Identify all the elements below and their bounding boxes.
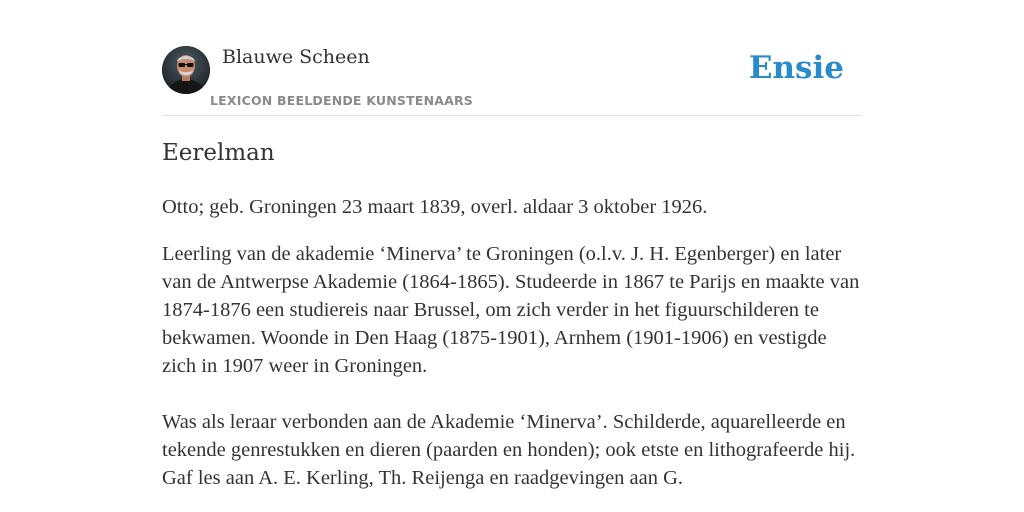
article-body — [162, 193, 864, 511]
header-divider — [162, 115, 862, 116]
article-title: Eerelman — [162, 140, 275, 166]
lexicon-category[interactable]: LEXICON BEELDENDE KUNSTENAARS — [210, 93, 474, 108]
author-name[interactable]: Blauwe Scheen — [222, 46, 370, 68]
site-logo[interactable]: Ensie — [748, 50, 844, 86]
article-paragraph: Was als leraar verbonden aan de Akademie ‘Minerva’. Schilderde, aquarelleerde en tekende genrestukken en dieren (paarden en honden); ook etste en lithografeerde hij. Gaf les aan A. E. Kerling, Th. Reijenga en raadgevingen aan G. — [162, 411, 856, 489]
author-avatar[interactable] — [162, 46, 210, 94]
article-paragraph: Leerling van de akademie ‘Minerva’ te Groningen (o.l.v. J. H. Egenberger) en later van de Antwerpse Akademie (1864-1865). Studeerde in 1867 te Parijs en maakte van 1874-1876 een studiereis naar Brussel, om zich verder in het figuurschilderen te bekwamen. Woonde in Den Haag (1875-1901), Arnhem (1901-1906) en vestigde zich in 1907 weer in Groningen. — [162, 243, 860, 377]
article-paragraph: Otto; geb. Groningen 23 maart 1839, overl. aldaar 3 oktober 1926. — [162, 196, 708, 218]
header — [162, 46, 862, 116]
avatar-photo-icon — [162, 46, 210, 94]
